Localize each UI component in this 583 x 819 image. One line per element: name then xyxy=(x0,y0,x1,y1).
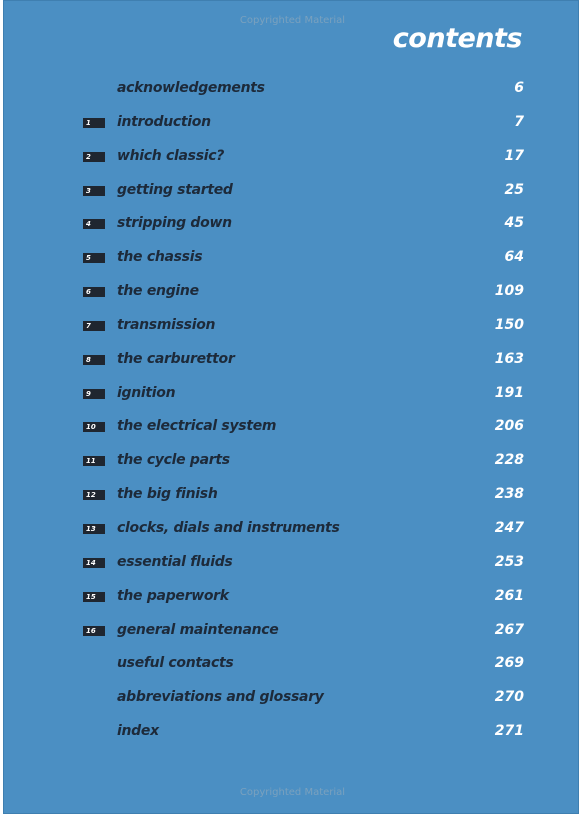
toc-entry[interactable] xyxy=(4,584,580,618)
toc-entry-page-number: 271 xyxy=(494,723,524,740)
toc-entry[interactable] xyxy=(4,279,580,313)
toc-entry-page-number: 253 xyxy=(494,553,524,570)
toc-entry[interactable] xyxy=(4,516,580,550)
toc-entry-page-number: 270 xyxy=(494,689,524,706)
toc-entry[interactable] xyxy=(4,144,580,178)
toc-entry-page-number: 228 xyxy=(494,452,524,469)
toc-entry[interactable] xyxy=(4,110,580,144)
toc-entry[interactable] xyxy=(4,347,580,381)
table-of-contents xyxy=(4,76,580,753)
toc-entry-page-number: 150 xyxy=(494,316,524,333)
toc-entry[interactable] xyxy=(4,550,580,584)
chapter-number-badge: 9 xyxy=(83,389,105,399)
toc-entry-title: the engine xyxy=(117,283,199,300)
toc-entry[interactable] xyxy=(4,414,580,448)
toc-entry[interactable] xyxy=(4,651,580,685)
chapter-number-badge: 6 xyxy=(83,287,105,297)
toc-entry-page-number: 267 xyxy=(494,621,524,638)
toc-entry-page-number: 238 xyxy=(494,486,524,503)
toc-entry[interactable] xyxy=(4,719,580,753)
toc-entry-page-number: 163 xyxy=(494,350,524,367)
chapter-number-badge: 15 xyxy=(83,592,105,602)
toc-entry-page-number: 269 xyxy=(494,655,524,672)
toc-entry[interactable] xyxy=(4,618,580,652)
contents-page xyxy=(3,0,579,814)
toc-entry[interactable] xyxy=(4,448,580,482)
page-title: contents xyxy=(392,23,522,54)
toc-entry-page-number: 247 xyxy=(494,519,524,536)
toc-entry-title: transmission xyxy=(117,316,216,333)
chapter-number-badge: 12 xyxy=(83,490,105,500)
chapter-number-badge: 10 xyxy=(83,422,105,432)
toc-entry-page-number: 25 xyxy=(504,181,524,198)
chapter-number-badge: 11 xyxy=(83,456,105,466)
toc-entry-page-number: 45 xyxy=(504,215,524,232)
toc-entry-title: acknowledgements xyxy=(117,80,265,96)
chapter-number-badge: 2 xyxy=(83,152,105,162)
toc-entry-title: general maintenance xyxy=(117,621,279,638)
toc-entry-page-number: 17 xyxy=(504,147,524,164)
toc-entry-title: which classic? xyxy=(117,147,225,164)
chapter-number-badge: 3 xyxy=(83,186,105,196)
chapter-number-badge: 13 xyxy=(83,524,105,534)
toc-entry-page-number: 7 xyxy=(514,113,524,130)
toc-entry-title: stripping down xyxy=(117,215,232,232)
chapter-number-badge: 16 xyxy=(83,626,105,636)
toc-entry-title: the electrical system xyxy=(117,418,277,435)
toc-entry-page-number: 109 xyxy=(494,283,524,300)
toc-entry-title: ignition xyxy=(117,384,176,401)
toc-entry-title: clocks, dials and instruments xyxy=(117,519,340,536)
toc-entry-title: the carburettor xyxy=(117,350,235,367)
toc-entry-title: the paperwork xyxy=(117,587,229,604)
toc-entry-page-number: 6 xyxy=(514,80,524,96)
toc-entry-title: index xyxy=(117,723,159,740)
chapter-number-badge: 1 xyxy=(83,118,105,128)
toc-entry[interactable] xyxy=(4,76,580,110)
toc-entry-title: useful contacts xyxy=(117,655,234,672)
toc-entry-title: abbreviations and glossary xyxy=(117,689,324,706)
toc-entry-title: the cycle parts xyxy=(117,452,230,469)
toc-entry-title: introduction xyxy=(117,113,211,130)
toc-entry[interactable] xyxy=(4,178,580,212)
chapter-number-badge: 5 xyxy=(83,253,105,263)
toc-entry-page-number: 261 xyxy=(494,587,524,604)
toc-entry-page-number: 64 xyxy=(504,249,524,266)
toc-entry-title: essential fluids xyxy=(117,553,233,570)
chapter-number-badge: 14 xyxy=(83,558,105,568)
chapter-number-badge: 8 xyxy=(83,355,105,365)
toc-entry[interactable] xyxy=(4,381,580,415)
toc-entry[interactable] xyxy=(4,685,580,719)
toc-entry-page-number: 191 xyxy=(494,384,524,401)
toc-entry-title: the chassis xyxy=(117,249,203,266)
toc-entry[interactable] xyxy=(4,313,580,347)
watermark-bottom: Copyrighted Material xyxy=(239,787,346,798)
toc-entry-title: the big finish xyxy=(117,486,218,503)
toc-entry[interactable] xyxy=(4,211,580,245)
toc-entry[interactable] xyxy=(4,245,580,279)
toc-entry[interactable] xyxy=(4,482,580,516)
watermark-top: Copyrighted Material xyxy=(239,15,346,26)
chapter-number-badge: 4 xyxy=(83,219,105,229)
toc-entry-page-number: 206 xyxy=(494,418,524,435)
chapter-number-badge: 7 xyxy=(83,321,105,331)
toc-entry-title: getting started xyxy=(117,181,233,198)
